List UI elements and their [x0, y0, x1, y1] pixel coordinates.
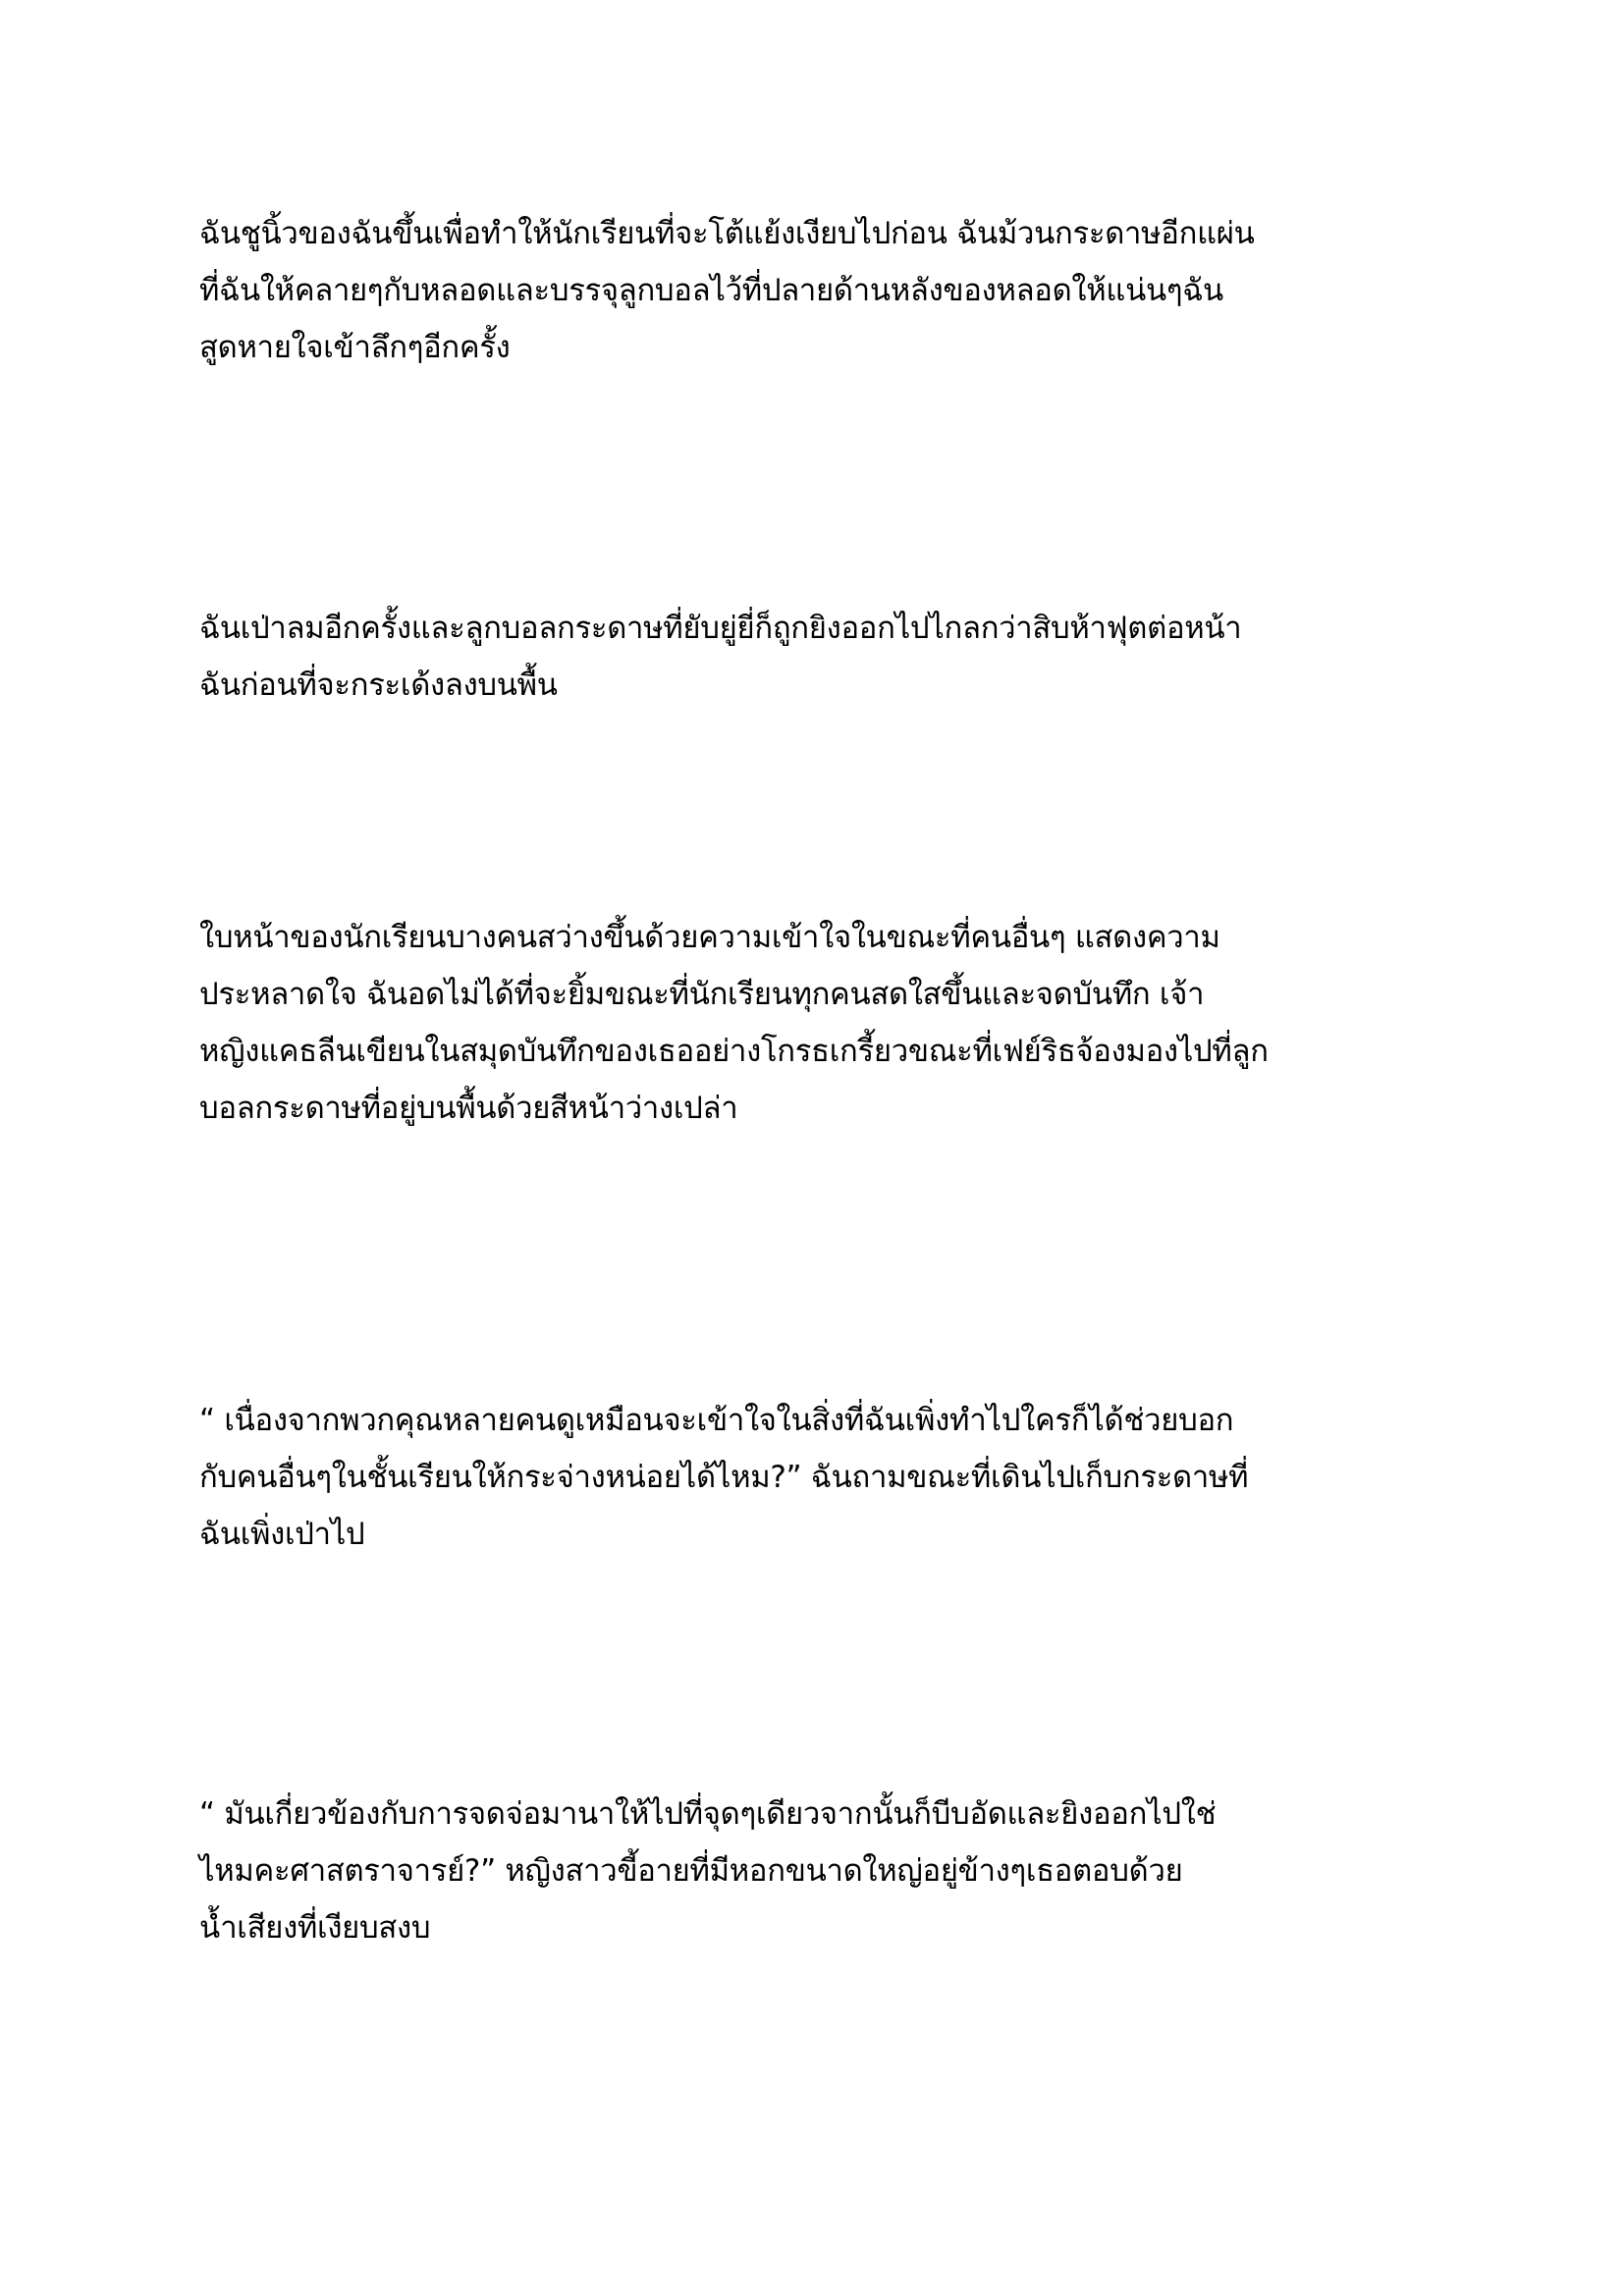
paragraph-line: ใบหน้าของนักเรียนบางคนสว่างขึ้นด้วยความเข้าใจในขณะที่คนอื่นๆ แสดงความ [199, 920, 1220, 955]
paragraph-line: บอลกระดาษที่อยู่บนพื้นด้วยสีหน้าว่างเปล่า [199, 1091, 738, 1126]
paragraph-line: น้ำเสียงที่เงียบสงบ [199, 1910, 431, 1946]
paragraph-line: ฉันเพิ่งเป่าไป [199, 1517, 365, 1552]
paragraph-line: “ เนื่องจากพวกคุณหลายคนดูเหมือนจะเข้าใจในสิ่งที่ฉันเพิ่งทำไปใครก็ได้ช่วยบอก [199, 1403, 1234, 1438]
paragraph-line: กับคนอื่นๆในชั้นเรียนให้กระจ่างหน่อยได้ไหม?” ฉันถามขณะที่เดินไปเก็บกระดาษที่ [199, 1460, 1249, 1495]
paragraph-line: ฉันชูนิ้วของฉันขึ้นเพื่อทำให้นักเรียนที่จะโต้แย้งเงียบไปก่อน ฉันม้วนกระดาษอีกแผ่น [199, 216, 1255, 251]
paragraph-3 [199, 909, 1476, 1137]
paragraph-line: ที่ฉันให้คลายๆกับหลอดและบรรจุลูกบอลไว้ที่ปลายด้านหลังของหลอดให้แน่นๆฉัน [199, 273, 1223, 308]
paragraph-5 [199, 1786, 1476, 1956]
paragraph-line: สูดหายใจเข้าลึกๆอีกครั้ง [199, 330, 511, 365]
paragraph-4 [199, 1392, 1476, 1563]
paragraph-line: ไหมคะศาสตราจารย์?” หญิงสาวขี้อายที่มีหอกขนาดใหญ่อยู่ข้างๆเธอตอบด้วย [199, 1853, 1183, 1889]
paragraph-2 [199, 600, 1476, 714]
paragraph-line: “ มันเกี่ยวข้องกับการจดจ่อมานาให้ไปที่จุดๆเดียวจากนั้นก็บีบอัดและยิงออกไปใช่ [199, 1796, 1217, 1832]
paragraph-line: ฉันก่อนที่จะกระเด้งลงบนพื้น [199, 667, 558, 703]
paragraph-line: ฉันเป่าลมอีกครั้งและลูกบอลกระดาษที่ยับยู่ยี่ก็ถูกยิงออกไปไกลกว่าสิบห้าฟุตต่อหน้า [199, 611, 1242, 646]
paragraph-1 [199, 205, 1476, 376]
paragraph-line: ประหลาดใจ ฉันอดไม่ได้ที่จะยิ้มขณะที่นักเรียนทุกคนสดใสขึ้นและจดบันทึก เจ้า [199, 977, 1205, 1012]
paragraph-line: หญิงแคธลีนเขียนในสมุดบันทึกของเธออย่างโกรธเกรี้ยวขณะที่เฟย์ริธจ้องมองไปที่ลูก [199, 1034, 1269, 1069]
